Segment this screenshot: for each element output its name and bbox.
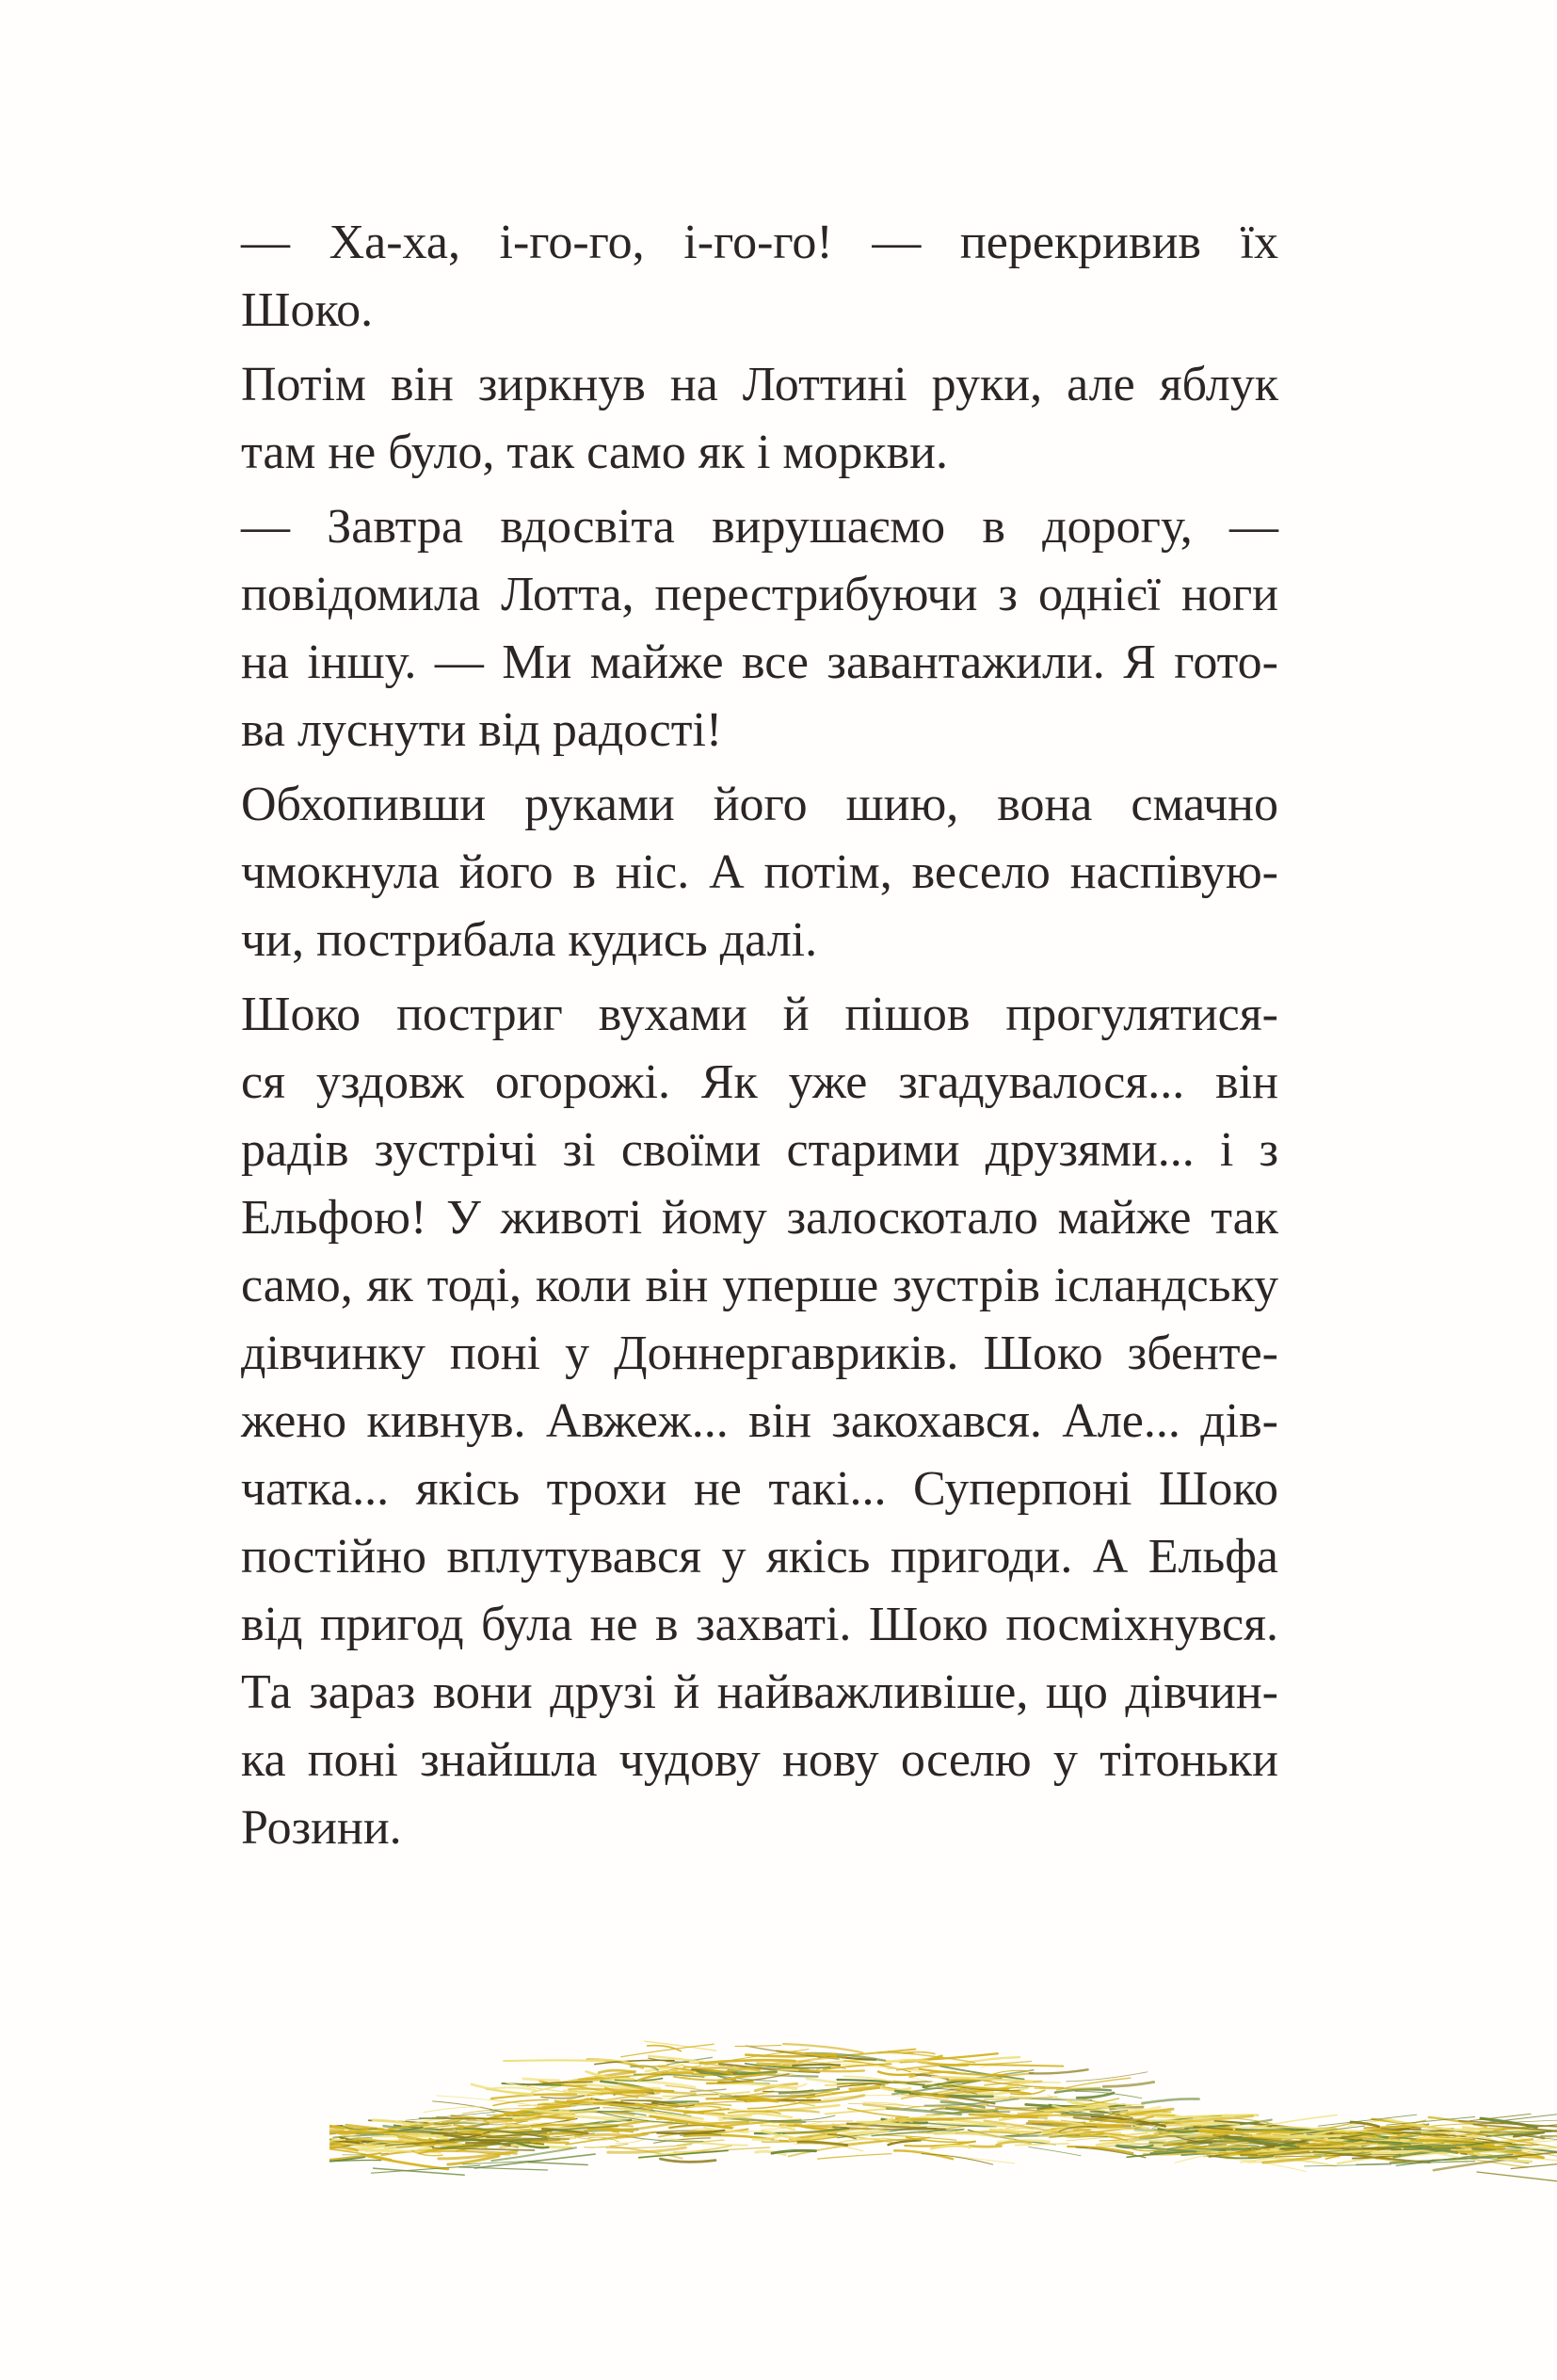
hay-strand [1029, 2147, 1081, 2155]
hay-blade [528, 2163, 587, 2165]
hay-strand [818, 2154, 891, 2159]
hay-strand [931, 2153, 1014, 2163]
text-line: повідомила Лотта, перестрибуючи з однієї ноги [241, 568, 1278, 621]
hay-strand [793, 2065, 840, 2066]
text-line: само, як тоді, коли він уперше зустрів ісландську [241, 1259, 1278, 1312]
hay-blade [1477, 2172, 1557, 2187]
paragraph [168, 493, 1278, 764]
hay-strand [616, 2139, 645, 2143]
text-line: чмокнула його в ніс. А потім, весело наспівую- [241, 845, 1278, 899]
text-line: Шоко. [241, 283, 374, 337]
hay-strand [1077, 2093, 1114, 2098]
hay-strand [576, 2134, 627, 2136]
text-line: Розини. [241, 1801, 402, 1855]
text-line: — Ха-ха, і-го-го, і-го-го! — перекривив їх [241, 216, 1278, 269]
hay-strand [1133, 2140, 1165, 2141]
hay-strand [329, 2161, 381, 2166]
text-line: чи, пострибала кудись далі. [241, 913, 818, 967]
hay-strand [1067, 2072, 1148, 2082]
text-line: Шоко постриг вухами й пішов прогулятися- [241, 988, 1278, 1041]
hay-strands [329, 2041, 1557, 2187]
text-line: дівчинку поні у Доннергавриків. Шоко збенте- [241, 1327, 1278, 1380]
hay-strand [599, 2070, 634, 2072]
paragraph [168, 209, 1278, 345]
paragraph [168, 981, 1278, 1862]
page-text [168, 209, 1278, 1869]
hay-blade [1305, 2164, 1391, 2166]
hay-strand [878, 2052, 913, 2053]
hay-strand [1181, 2124, 1219, 2125]
hay-strand [824, 2096, 910, 2099]
hay-strand [929, 2062, 1032, 2065]
text-line: чатка... якісь трохи не такі... Суперпоні Шоко [241, 1462, 1278, 1516]
hay-pile-illustration [329, 2005, 1557, 2231]
text-line: там не було, так само як і моркви. [241, 426, 948, 479]
text-line: Обхопивши руками його шию, вона смачно [241, 778, 1278, 831]
hay-blade [1281, 2148, 1401, 2149]
text-line: жено кивнув. Авжеж... він закохався. Але... дів- [241, 1394, 1278, 1448]
text-line: радів зустрічі зі своїми старими друзями... і з [241, 1123, 1278, 1177]
hay-strand [1030, 2069, 1088, 2073]
text-line: ка поні знайшла чудову нову оселю у тітоньки [241, 1733, 1278, 1787]
hay-strand [523, 2079, 560, 2081]
hay-strand [995, 2097, 1032, 2098]
text-line: — Завтра вдосвіта вирушаємо в дорогу, — [241, 500, 1278, 554]
text-line: постійно вплутувався у якісь пригоди. А Ельфа [241, 1530, 1278, 1584]
hay-strand [931, 2146, 971, 2148]
text-line: Ельфою! У животі йому залоскотало майже так [241, 1191, 1278, 1245]
text-line: ся уздовж огорожі. Як уже згадувалося... він [241, 1055, 1278, 1109]
hay-blade [459, 2167, 548, 2170]
hay-strand [878, 2072, 915, 2075]
hay-strand [748, 2103, 801, 2109]
hay-strand [1103, 2082, 1154, 2087]
hay-strand [746, 2054, 834, 2057]
hay-strand [1541, 2135, 1557, 2136]
hay-strand [970, 2146, 1002, 2147]
hay-strand [735, 2046, 781, 2047]
hay-strand [433, 2151, 517, 2154]
text-line: на іншу. — Ми майже все завантажили. Я гото- [241, 635, 1278, 689]
paragraph [168, 351, 1278, 487]
hay-strand [772, 2150, 816, 2153]
hay-strand [660, 2159, 715, 2162]
hay-strand [1142, 2099, 1198, 2103]
text-line: ва луснути від радості! [241, 703, 723, 757]
text-line: Та зараз вони друзі й найважливіше, що дівчин- [241, 1665, 1278, 1719]
hay-strand [1016, 2144, 1068, 2146]
paragraph [168, 771, 1278, 974]
hay-strand [366, 2156, 448, 2169]
text-line: від пригод була не в захваті. Шоко посміхнувся. [241, 1598, 1278, 1651]
text-line: Потім він зиркнув на Лоттині руки, але яблук [241, 358, 1278, 411]
hay-strand [649, 2056, 703, 2062]
